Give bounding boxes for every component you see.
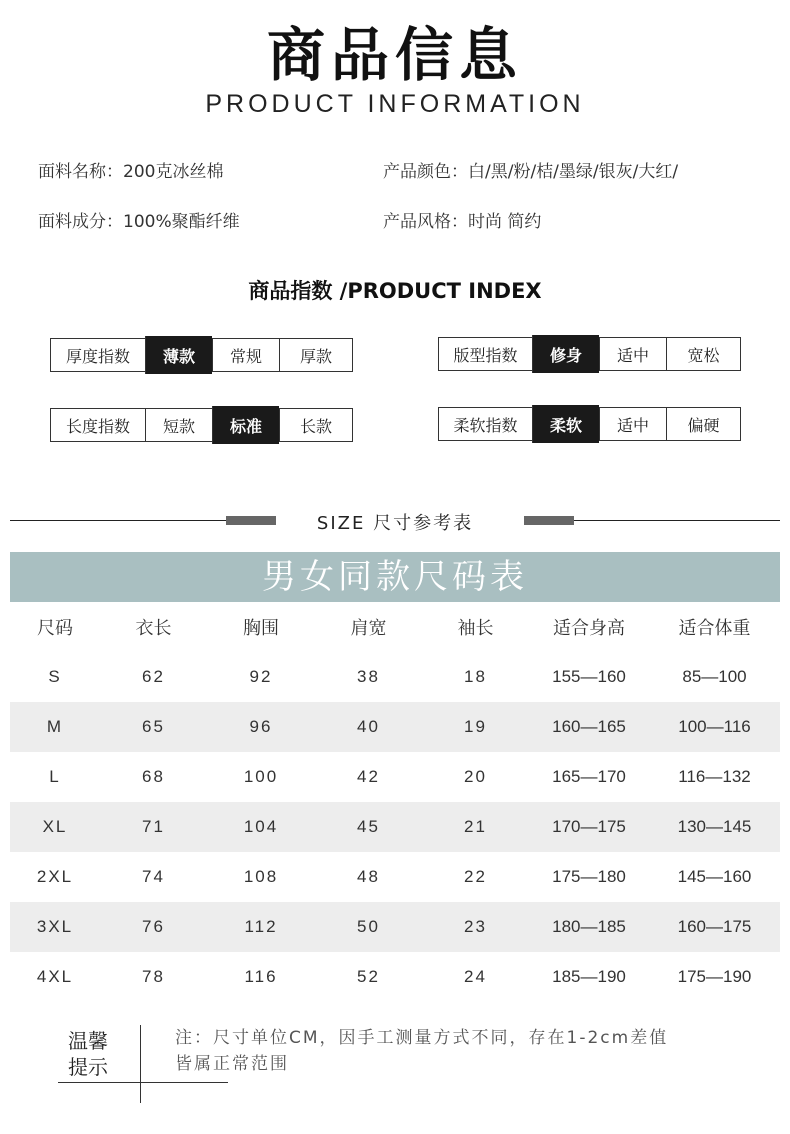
length-option-long: 长款 [279, 409, 352, 441]
note-line2: 皆属正常范围 [175, 1054, 289, 1074]
cell-length: 65 [100, 702, 207, 752]
cell-shoulder: 50 [315, 902, 422, 952]
cell-height: 180—185 [529, 902, 649, 952]
cell-height: 160—165 [529, 702, 649, 752]
fabric-name: 面料名称：200克冰丝棉 [38, 162, 224, 182]
header-length: 衣长 [100, 602, 207, 652]
page-title: 商品信息 [266, 21, 523, 89]
cell-sleeve: 18 [464, 667, 487, 686]
cell-weight: 100—116 [649, 702, 780, 752]
cell-weight: 116—132 [678, 767, 751, 786]
fit-option-medium: 适中 [599, 338, 666, 370]
length-option-standard: 标准 [212, 406, 279, 444]
page-subtitle: PRODUCT INFORMATION [205, 90, 585, 118]
cell-sleeve: 24 [464, 967, 487, 986]
table-row [10, 802, 780, 852]
cell-length: 74 [142, 867, 165, 886]
cell-size: S [48, 667, 62, 686]
cell-height: 175—180 [552, 867, 626, 886]
header-weight: 适合体重 [649, 602, 780, 652]
fit-option-loose: 宽松 [666, 338, 740, 370]
note-horizontal-divider [58, 1082, 228, 1083]
table-row [10, 952, 780, 1002]
cell-shoulder: 42 [357, 767, 380, 786]
cell-size: L [49, 767, 61, 786]
header-shoulder: 肩宽 [315, 602, 422, 652]
cell-chest: 104 [207, 802, 315, 852]
note-line1: 注：尺寸单位CM，因手工测量方式不同，存在1-2cm差值 [175, 1028, 669, 1048]
cell-length: 76 [100, 902, 207, 952]
cell-sleeve: 19 [422, 702, 529, 752]
cell-size: M [10, 702, 100, 752]
length-index [50, 408, 353, 442]
fabric-composition: 面料成分：100%聚酯纤维 [38, 212, 240, 232]
header-chest: 胸围 [207, 602, 315, 652]
cell-sleeve: 23 [422, 902, 529, 952]
product-index-title: 商品指数 /PRODUCT INDEX [248, 279, 542, 303]
length-index-label: 长度指数 [65, 416, 130, 436]
cell-weight: 160—175 [649, 902, 780, 952]
cell-shoulder: 38 [357, 667, 380, 686]
cell-weight: 175—190 [677, 967, 752, 986]
table-row [10, 852, 780, 902]
note-label-line2: 提示 [68, 1055, 108, 1079]
cell-size: 3XL [10, 902, 100, 952]
note-vertical-divider [140, 1025, 141, 1103]
fit-option-slim: 修身 [532, 335, 599, 373]
softness-option-stiff: 偏硬 [666, 408, 740, 440]
cell-chest: 116 [244, 967, 278, 986]
cell-chest: 96 [207, 702, 315, 752]
cell-size: XL [10, 802, 100, 852]
cell-sleeve: 22 [464, 867, 487, 886]
cell-size: 2XL [36, 867, 74, 886]
cell-length: 68 [142, 767, 165, 786]
header-sleeve: 袖长 [422, 602, 529, 652]
length-option-short: 短款 [145, 409, 212, 441]
cell-chest: 100 [243, 767, 279, 786]
cell-chest: 108 [243, 867, 279, 886]
thickness-index-label: 厚度指数 [65, 346, 130, 366]
fit-index [438, 337, 741, 371]
cell-length: 78 [142, 967, 165, 986]
cell-height: 165—170 [552, 767, 626, 786]
cell-sleeve: 21 [422, 802, 529, 852]
cell-chest: 112 [207, 902, 315, 952]
note-label [68, 1028, 108, 1080]
note-label-line1: 温馨 [68, 1029, 108, 1053]
table-row [10, 752, 780, 802]
table-row [10, 902, 780, 952]
cell-length: 71 [100, 802, 207, 852]
cell-size: 4XL [36, 967, 74, 986]
note-text [175, 1025, 668, 1077]
product-colors: 产品颜色：白/黑/粉/桔/墨绿/银灰/大红/ [383, 162, 679, 182]
table-row [10, 702, 780, 752]
cell-weight: 130—145 [649, 802, 780, 852]
size-section-label: SIZE 尺寸参考表 [316, 513, 474, 534]
fit-index-label: 版型指数 [453, 345, 518, 365]
cell-shoulder: 48 [357, 867, 380, 886]
cell-length: 62 [142, 667, 165, 686]
size-table-title: 男女同款尺码表 [10, 552, 780, 602]
softness-index [438, 407, 741, 441]
cell-height: 170—175 [529, 802, 649, 852]
size-table-header-row [10, 602, 780, 652]
thickness-option-thick: 厚款 [279, 339, 352, 371]
cell-shoulder: 40 [315, 702, 422, 752]
thickness-index [50, 338, 353, 372]
cell-sleeve: 20 [464, 767, 487, 786]
softness-option-medium: 适中 [599, 408, 666, 440]
header-height: 适合身高 [529, 602, 649, 652]
cell-height: 155—160 [552, 667, 626, 686]
header-size: 尺码 [10, 602, 100, 652]
cell-chest: 92 [249, 667, 273, 686]
size-table [10, 602, 780, 1002]
thickness-option-regular: 常规 [212, 339, 279, 371]
cell-shoulder: 45 [315, 802, 422, 852]
thickness-option-thin: 薄款 [145, 336, 212, 374]
cell-shoulder: 52 [357, 967, 380, 986]
cell-height: 185—190 [552, 967, 626, 986]
cell-weight: 145—160 [677, 867, 752, 886]
softness-option-soft: 柔软 [532, 405, 599, 443]
product-style: 产品风格：时尚 简约 [383, 212, 542, 232]
cell-weight: 85—100 [682, 667, 747, 686]
softness-index-label: 柔软指数 [453, 415, 518, 435]
table-row [10, 652, 780, 702]
